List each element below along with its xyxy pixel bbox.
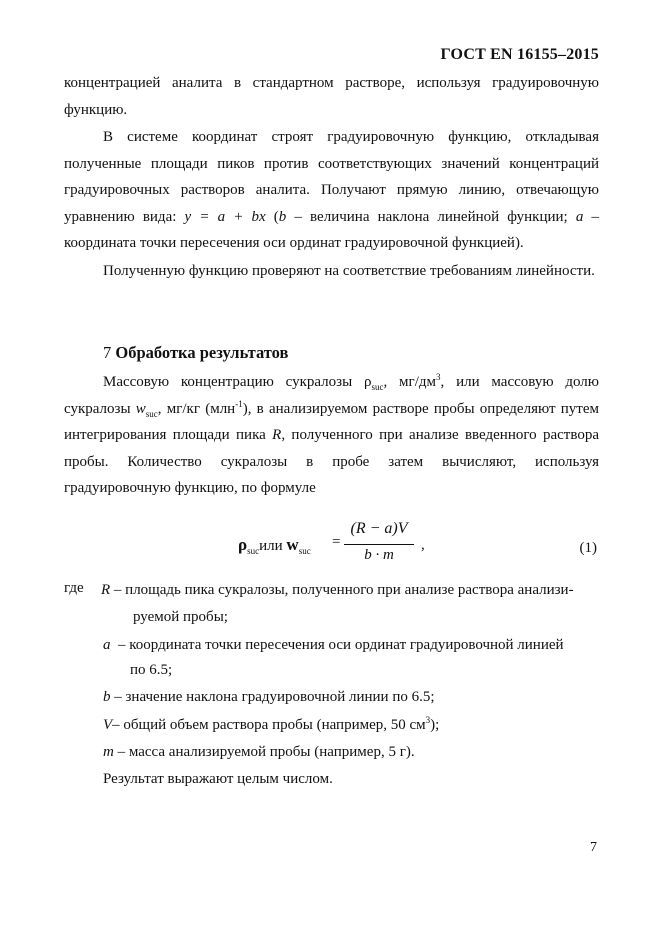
- formula-denominator: b · m: [364, 547, 394, 563]
- standard-designation: ГОСТ EN 16155–2015: [440, 46, 599, 63]
- legend-item-cont: по 6.5;: [130, 662, 173, 678]
- paragraph-continuation: концентрацией аналита в стандартном растворе, используя градуировочную функцию.: [64, 75, 599, 118]
- formula-lhs: $\rho_{suc}или$ $w_{suc}$: [238, 535, 311, 556]
- formula-numerator: (R − a)V: [350, 520, 408, 537]
- legend-item: a – координата точки пересечения оси ординат градуировочной линией: [103, 637, 564, 653]
- paragraph-results-processing: Массовую концентрацию сукралозы $\rho_{suc}$, $мг/дм^3$, или массовую долю сукралозы $w_{suc}$, мг/кг (млн$^{-1}$), в анализируемом растворе пробы определяют путем интегрирования площади пика R, полученного при анализе введенного раствора пробы. Количество сукралозы в пробе затем вычисляют, используя градуировочную функцию, по формуле: [64, 372, 599, 497]
- page-number: 7: [590, 840, 597, 855]
- legend-item-cont: руемой пробы;: [133, 609, 228, 625]
- legend-item: m – масса анализируемой пробы (например, 5 г).: [103, 744, 415, 760]
- legend-where: где: [64, 580, 84, 596]
- line-equation: y = a + bx: [184, 208, 266, 225]
- paragraph-linearity-check: Полученную функцию проверяют на соответствие требованиям линейности.: [103, 263, 595, 279]
- legend-item: V– общий объем раствора пробы (например, 50 $см^3$);: [103, 715, 440, 733]
- result-statement: Результат выражают целым числом.: [103, 771, 333, 787]
- legend-item: b – значение наклона градуировочной линии по 6.5;: [103, 689, 435, 705]
- paragraph-calibration-function: В системе координат строят градуировочную функцию, откладывая полученные площади пиков против соответствующих значений концентраций градуировочных растворов аналита. Получают прямую линию, отвечающую уравнению вида: y = a + bx (b – величина наклона линейной функции; a – координата точки пересечения оси ординат градуировочной функцией).: [64, 129, 599, 252]
- equation-number: (1): [579, 540, 597, 556]
- formula-1: $\rho_{suc}или$ $w_{suc}$ = (R − a)V b · m ,: [238, 520, 425, 563]
- section-heading: 7 Обработка результатов: [103, 343, 289, 362]
- legend-item: R – площадь пика сукралозы, полученного при анализе раствора анализи-: [101, 582, 574, 598]
- fraction-bar: [344, 544, 414, 545]
